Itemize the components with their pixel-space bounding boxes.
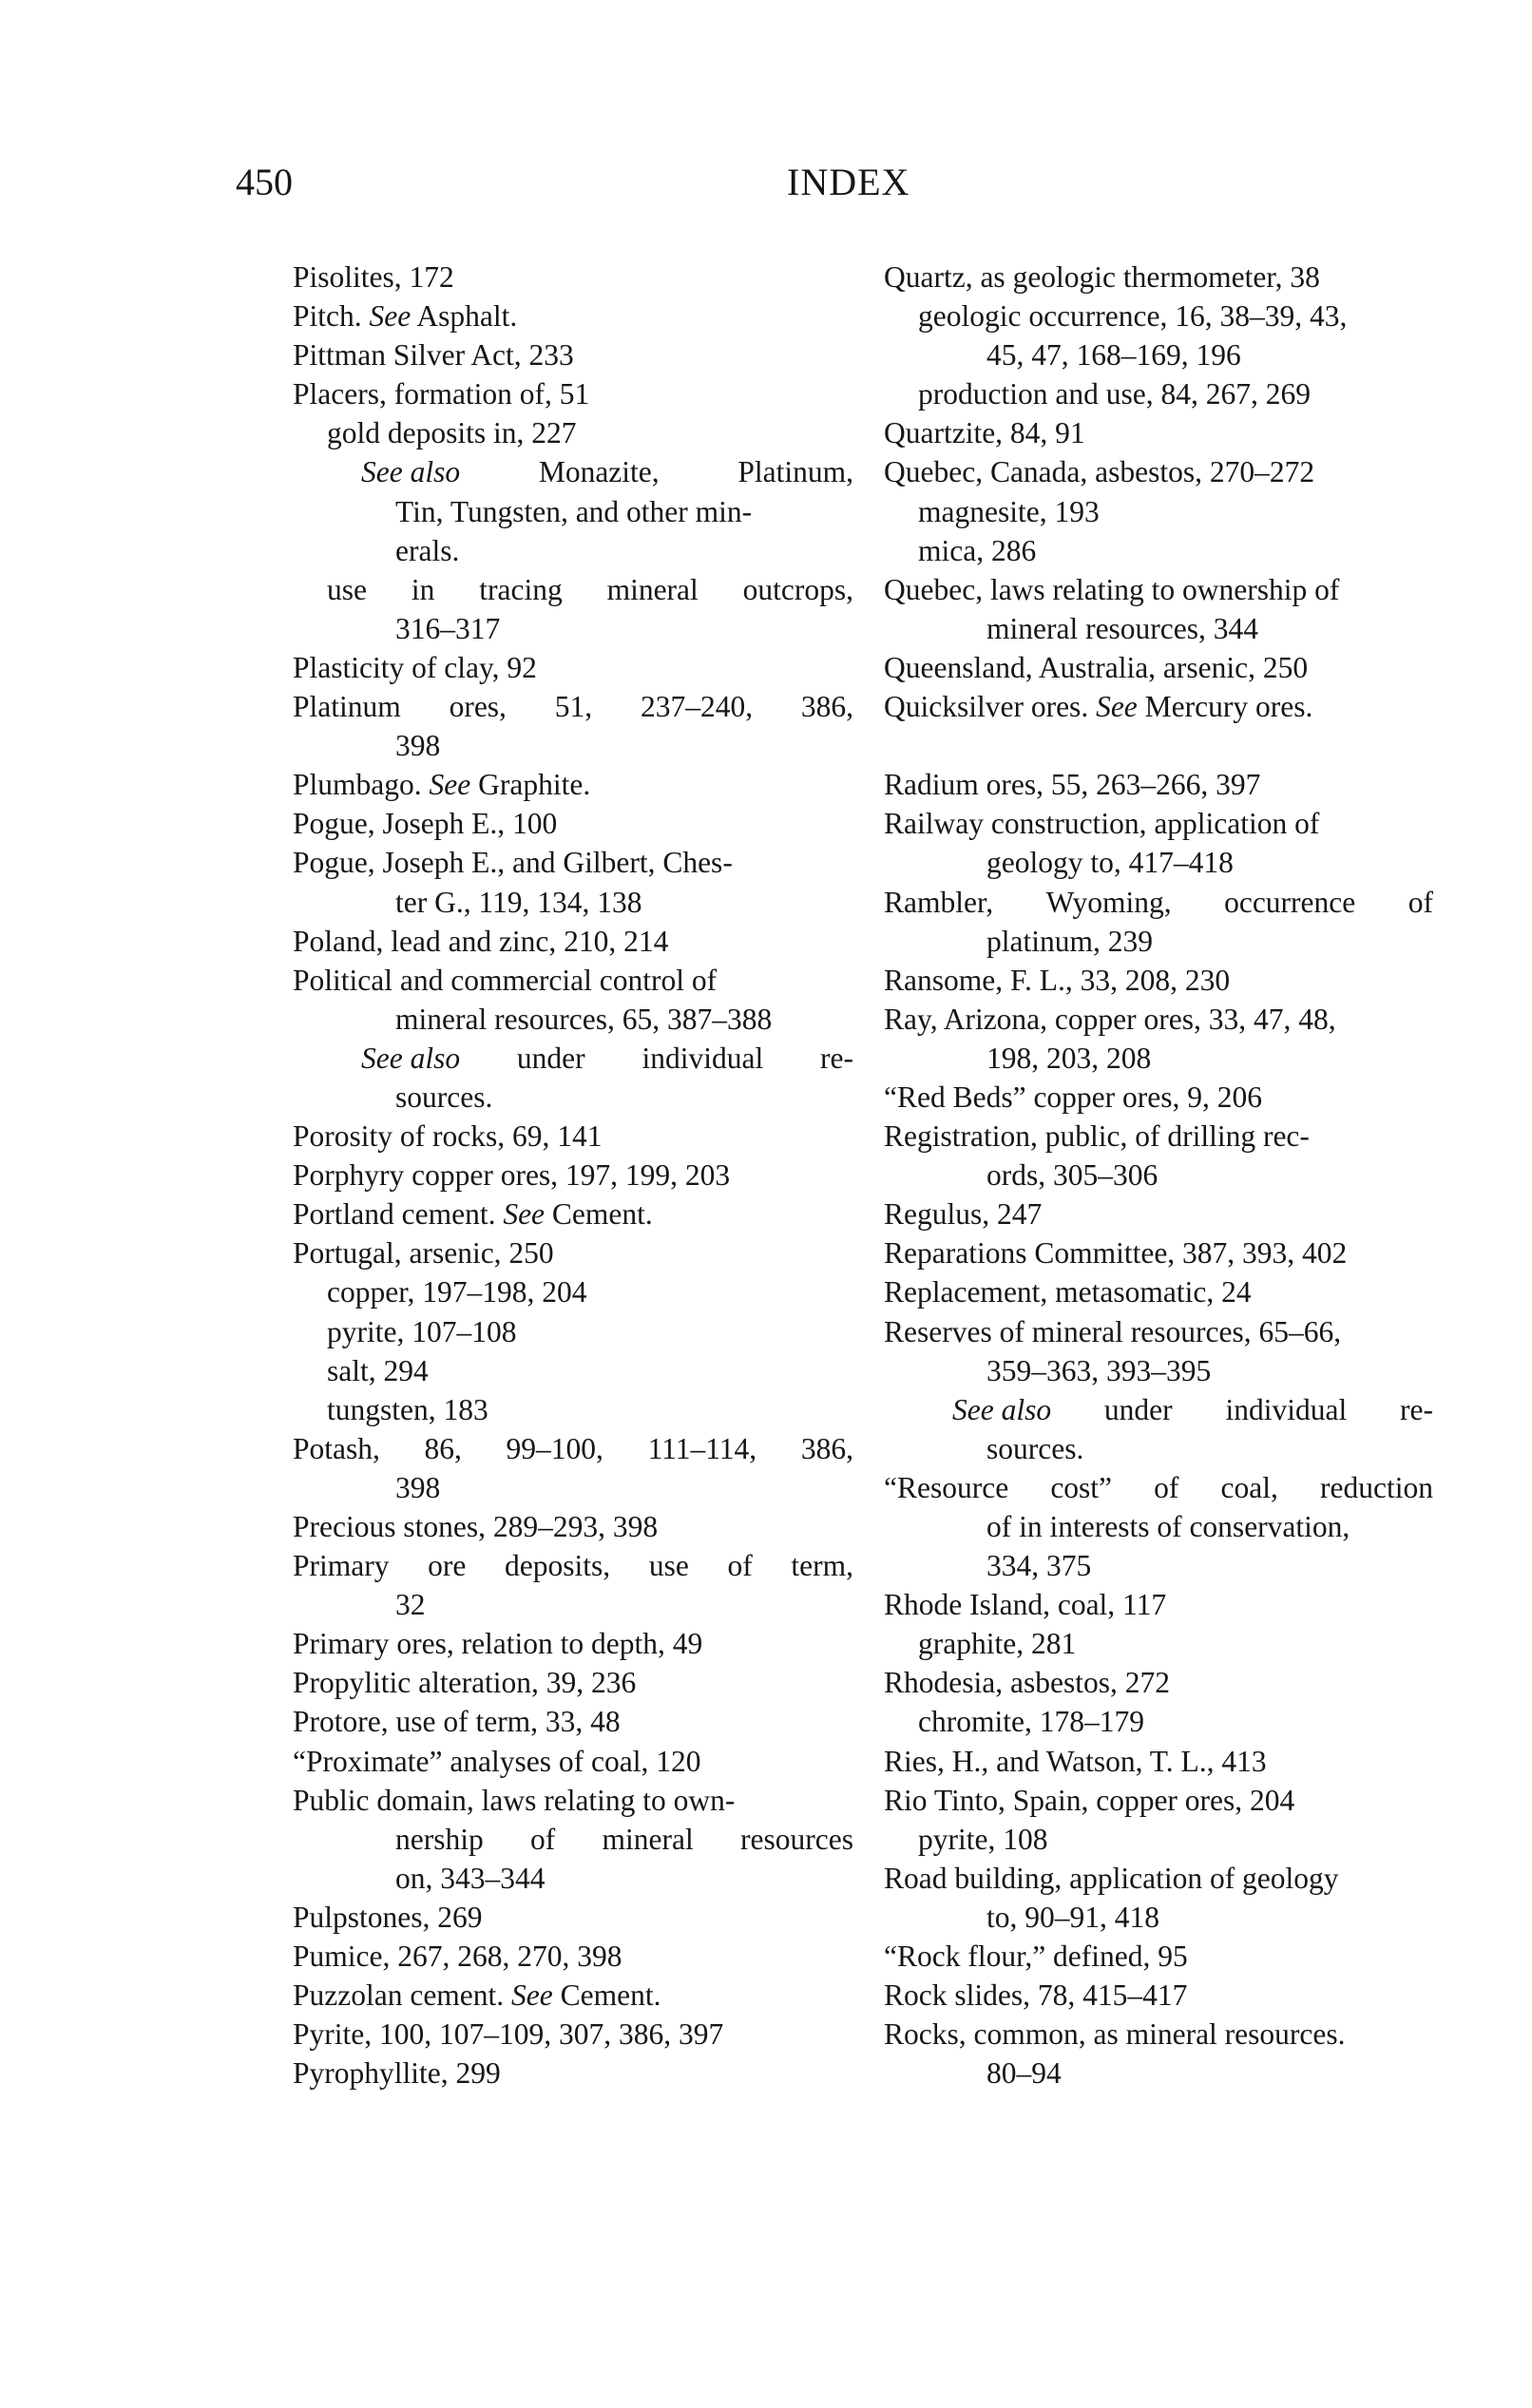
index-line [293,258,853,296]
index-text: Rambler, [884,885,994,919]
index-line [293,1507,853,1546]
index-text: use [327,572,367,606]
index-line [293,2015,853,2054]
index-text: 386, [800,690,853,724]
index-line [884,1117,1433,1156]
index-line [293,609,853,648]
index-line [293,492,853,531]
index-line [293,335,853,374]
index-text: “Proximate” analyses of coal, 120 [293,1744,701,1778]
index-text: individual [1225,1392,1348,1426]
index-line [293,726,853,765]
index-text: 45, 47, 168–169, 196 [986,338,1241,373]
index-line [293,1233,853,1272]
index-text: of [727,1549,753,1583]
index-line [884,1585,1433,1624]
index-text: Queensland, Australia, arsenic, 250 [884,650,1309,684]
index-line [884,2054,1433,2093]
index-line [884,258,1433,296]
index-text: of [1154,1470,1179,1504]
index-text: cost” [1050,1470,1113,1504]
index-text: Rhode Island, coal, 117 [884,1588,1167,1622]
index-line [293,1429,853,1468]
index-text: ore [428,1549,467,1583]
index-text: Protore, use of term, 33, 48 [293,1705,621,1739]
cross-reference-term: See [369,299,412,334]
page-header [0,160,1532,217]
index-text: under [1103,1392,1173,1426]
index-line [884,1937,1433,1976]
index-text: Portugal, arsenic, 250 [293,1236,554,1271]
index-text: Porosity of rocks, 69, 141 [293,1119,603,1154]
index-text: Pisolites, 172 [293,260,454,294]
index-line [884,961,1433,1000]
index-text: Quartz, as geologic thermometer, 38 [884,260,1320,294]
index-line [293,570,853,609]
index-text: chromite, 178–179 [918,1705,1144,1739]
index-text: Railway construction, application of [884,807,1320,841]
index-line [884,1663,1433,1702]
index-text: Quicksilver ores. [884,690,1097,724]
index-line [884,1742,1433,1781]
index-text: 111–114, [647,1431,757,1465]
index-text: re- [1400,1392,1433,1426]
index-text: Rio Tinto, Spain, copper ores, 204 [884,1783,1295,1817]
index-line [293,374,853,413]
index-text: Plasticity of clay, 92 [293,650,537,684]
cross-reference-term: See [429,768,471,802]
index-line [884,1781,1433,1820]
index-text: 86, [424,1431,462,1465]
index-text: Portland cement. [293,1197,504,1232]
index-text: Pyrite, 100, 107–109, 307, 386, 397 [293,2017,724,2052]
index-text: term, [791,1549,853,1583]
index-text: of [530,1822,556,1856]
index-line [293,922,853,961]
index-line [293,531,853,570]
index-line [884,452,1433,491]
index-text: gold deposits in, 227 [327,416,577,450]
index-line [293,1390,853,1429]
index-line [884,1000,1433,1039]
index-text: Political and commercial control of [293,963,718,997]
index-text: Pogue, Joseph E., 100 [293,807,558,841]
index-text: Registration, public, of drilling rec- [884,1119,1310,1154]
index-line [884,570,1433,609]
cross-reference-term: See also [361,455,461,489]
index-line [293,452,853,491]
index-column-left [293,258,853,2093]
index-line [884,2015,1433,2054]
index-line [884,1976,1433,2015]
index-line [293,687,853,726]
section-gap [884,726,1433,765]
index-line [884,1272,1433,1311]
index-text: mineral [602,1822,694,1856]
index-text: Tin, Tungsten, and other min- [395,494,753,528]
index-line [884,1624,1433,1663]
cross-reference-term: See [503,1197,546,1232]
index-text: 316–317 [395,611,501,645]
index-line [884,1820,1433,1859]
index-text: ords, 305–306 [986,1158,1159,1193]
index-text: Cement. [545,1197,653,1232]
index-line [884,1039,1433,1078]
index-text: Quebec, Canada, asbestos, 270–272 [884,455,1315,489]
index-text: Asphalt. [411,299,518,334]
index-line [884,804,1433,843]
index-text: geologic occurrence, 16, 38–39, 43, [918,299,1348,334]
index-text: Pumice, 267, 268, 270, 398 [293,1940,622,1974]
index-text: magnesite, 193 [918,494,1100,528]
index-line [293,1000,853,1039]
index-line [884,335,1433,374]
index-text: Quebec, laws relating to ownership of [884,572,1340,606]
index-text: production and use, 84, 267, 269 [918,377,1311,411]
index-line [293,1937,853,1976]
index-line [293,1585,853,1624]
index-line [884,1468,1433,1507]
index-line [293,765,853,804]
index-text: on, 343–344 [395,1861,546,1895]
index-line [293,1820,853,1859]
index-text: ores, [449,690,507,724]
index-text: Primary [293,1549,390,1583]
index-text: use [648,1549,689,1583]
index-text: tungsten, 183 [327,1392,488,1426]
index-text: 198, 203, 208 [986,1041,1152,1075]
index-line [884,1702,1433,1741]
index-line [293,1156,853,1194]
index-text: Monazite, [538,455,660,489]
index-line [293,1624,853,1663]
index-text: Reserves of mineral resources, 65–66, [884,1314,1342,1348]
index-text: Mercury ores. [1137,690,1313,724]
index-text: Primary ores, relation to depth, 49 [293,1627,703,1661]
index-text: 80–94 [986,2056,1062,2091]
index-text: “Resource [884,1470,1009,1504]
index-text: Plumbago. [293,768,430,802]
index-text: Rocks, common, as mineral resources. [884,2017,1346,2052]
index-text: Pittman Silver Act, 233 [293,338,574,373]
index-line [884,843,1433,882]
index-text: Ransome, F. L., 33, 208, 230 [884,963,1231,997]
index-text: mica, 286 [918,533,1037,567]
index-text: outcrops, [742,572,853,606]
index-line [293,1742,853,1781]
index-text: 99–100, [506,1431,603,1465]
index-line [293,413,853,452]
index-text: mineral resources, 344 [986,611,1259,645]
index-text: Quartzite, 84, 91 [884,416,1085,450]
index-text: 386, [800,1431,853,1465]
index-text: Pulpstones, 269 [293,1900,483,1934]
index-text: Platinum [293,690,401,724]
index-text: Placers, formation of, 51 [293,377,590,411]
index-column-right [884,258,1433,2093]
index-text: re- [820,1041,853,1075]
index-line [884,1233,1433,1272]
running-head: INDEX [787,161,910,203]
index-line [293,1312,853,1351]
index-line [884,1156,1433,1194]
index-text: tracing [479,572,563,606]
index-line [293,804,853,843]
index-text: Porphyry copper ores, 197, 199, 203 [293,1158,731,1193]
index-line [293,1039,853,1078]
index-line [293,1859,853,1898]
index-text: Road building, application of geology [884,1861,1339,1895]
index-text: copper, 197–198, 204 [327,1275,587,1309]
index-text: mineral resources, 65, 387–388 [395,1002,773,1036]
index-line [293,1546,853,1585]
index-line [884,413,1433,452]
index-text: Pyrophyllite, 299 [293,2056,501,2091]
index-text: individual [642,1041,764,1075]
index-line [293,1781,853,1820]
index-line [884,1078,1433,1117]
index-text: nership [395,1822,484,1856]
index-line [293,1078,853,1117]
index-text: pyrite, 108 [918,1822,1048,1856]
index-text: Cement. [552,1978,661,2013]
index-text: deposits, [505,1549,611,1583]
index-line [884,687,1433,726]
index-text: 32 [395,1588,426,1622]
index-text: occurrence [1224,885,1356,919]
index-text: sources. [395,1080,493,1114]
index-text: Wyoming, [1045,885,1172,919]
index-text: “Red Beds” copper ores, 9, 206 [884,1080,1263,1114]
index-line [884,648,1433,687]
index-text: Rock slides, 78, 415–417 [884,1978,1188,2013]
cross-reference-term: See also [361,1041,461,1075]
index-text: “Rock flour,” defined, 95 [884,1940,1188,1974]
index-line [293,1272,853,1311]
index-text: ter G., 119, 134, 138 [395,885,642,919]
index-text: under [516,1041,585,1075]
cross-reference-term: See [511,1978,553,2013]
index-text: 334, 375 [986,1549,1092,1583]
index-line [884,1546,1433,1585]
index-text: in [411,572,435,606]
index-line [293,843,853,882]
index-text: geology to, 417–418 [986,846,1234,880]
index-text: coal, [1220,1470,1278,1504]
index-line [884,531,1433,570]
index-text: platinum, 239 [986,924,1153,958]
index-text: Reparations Committee, 387, 393, 402 [884,1236,1348,1271]
index-line [293,1898,853,1937]
index-line [293,883,853,922]
index-line [293,1468,853,1507]
page-number: 450 [236,161,293,203]
index-text: 237–240, [640,690,754,724]
index-text: Ray, Arizona, copper ores, 33, 47, 48, [884,1002,1336,1036]
index-text: resources [740,1822,853,1856]
index-line [293,2054,853,2093]
index-text: Precious stones, 289–293, 398 [293,1510,659,1543]
index-line [884,883,1433,922]
index-line [884,609,1433,648]
index-line [884,1312,1433,1351]
index-text: to, 90–91, 418 [986,1900,1160,1934]
index-line [884,374,1433,413]
index-text: Public domain, laws relating to own- [293,1783,736,1817]
index-text: 51, [554,690,593,724]
index-text: Poland, lead and zinc, 210, 214 [293,924,669,958]
index-line [884,1429,1433,1468]
index-line [293,296,853,335]
index-line [884,1351,1433,1390]
index-text: reduction [1320,1470,1433,1504]
index-line [884,765,1433,804]
index-text: Regulus, 247 [884,1197,1043,1232]
index-text: Replacement, metasomatic, 24 [884,1275,1252,1309]
index-line [293,648,853,687]
index-line [884,1507,1433,1546]
index-line [884,1898,1433,1937]
index-line [884,922,1433,961]
index-line [293,1976,853,2015]
index-text: erals. [395,533,460,567]
index-line [293,1351,853,1390]
index-text: Propylitic alteration, 39, 236 [293,1666,637,1700]
index-text: Platinum, [737,455,853,489]
index-text: of in interests of conservation, [986,1510,1350,1543]
index-line [293,961,853,1000]
index-line [293,1702,853,1741]
index-line [884,492,1433,531]
index-line [884,1859,1433,1898]
index-line [884,1194,1433,1233]
index-line [293,1194,853,1233]
index-text: of [1408,885,1433,919]
index-text: Graphite. [470,768,591,802]
index-text: 398 [395,729,441,763]
cross-reference-term: See [1096,690,1138,724]
index-line [884,1390,1433,1429]
index-text: sources. [986,1431,1084,1465]
index-text: Potash, [293,1431,380,1465]
index-line [884,296,1433,335]
index-text: pyrite, 107–108 [327,1314,517,1348]
index-text: 398 [395,1470,441,1504]
cross-reference-term: See also [952,1392,1052,1426]
index-text: Puzzolan cement. [293,1978,512,2013]
index-text: 359–363, 393–395 [986,1353,1212,1387]
index-text: graphite, 281 [918,1627,1077,1661]
index-line [293,1663,853,1702]
index-text: Pogue, Joseph E., and Gilbert, Ches- [293,846,733,880]
index-text: salt, 294 [327,1353,429,1387]
index-text: mineral [606,572,699,606]
index-text: Radium ores, 55, 263–266, 397 [884,768,1261,802]
index-text: Pitch. [293,299,370,334]
index-text: Rhodesia, asbestos, 272 [884,1666,1170,1700]
index-line [293,1117,853,1156]
index-text: Ries, H., and Watson, T. L., 413 [884,1744,1267,1778]
